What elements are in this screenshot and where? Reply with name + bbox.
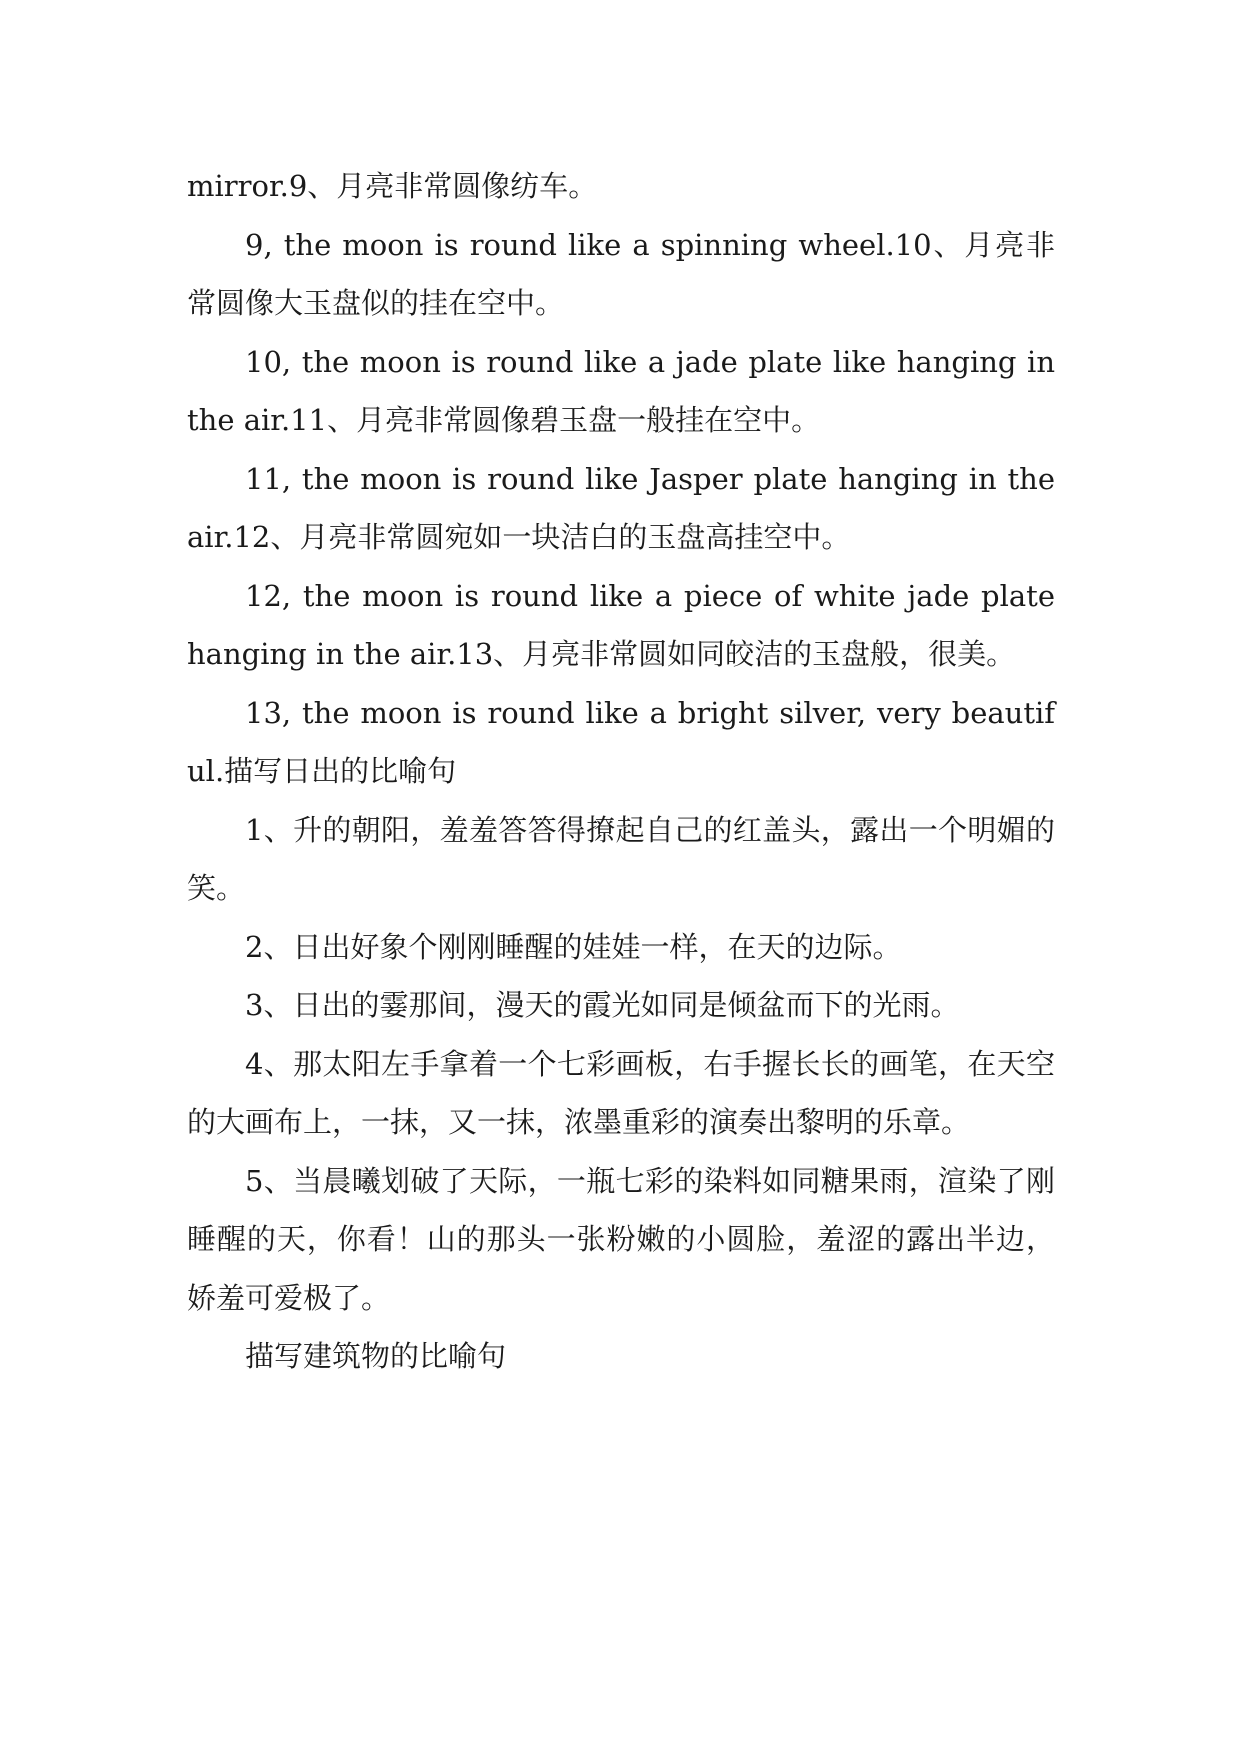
paragraph-sunrise-3: 3、日出的霎那间，漫天的霞光如同是倾盆而下的光雨。 [245,988,960,1022]
paragraph-sunrise-2: 2、日出好象个刚刚睡醒的娃娃一样，在天的边际。 [245,929,902,964]
paragraph-9-spinning-wheel: 9, the moon is round like a spinning wheel.10、月亮非常圆像大玉盘似的挂在空中。 [187,227,1055,320]
paragraph-12-white-jade: 12, the moon is round like a piece of white jade plate hanging in the air.13、月亮非常圆如同皎洁的玉盘般，很美。 [187,578,1055,671]
paragraph-sunrise-5: 5、当晨曦划破了天际，一瓶七彩的染料如同糖果雨，渲染了刚睡醒的天，你看！山的那头一张粉嫩的小圆脸，羞涩的露出半边，娇羞可爱极了。 [187,1163,1055,1315]
document-body [187,157,1055,1386]
paragraph-mirror-9: mirror.9、月亮非常圆像纺车。 [187,169,598,203]
paragraph-sunrise-1: 1、升的朝阳，羞羞答答得撩起自己的红盖头，露出一个明媚的笑。 [187,812,1055,905]
paragraph-10-jade-plate: 10, the moon is round like a jade plate like hanging in the air.11、月亮非常圆像碧玉盘一般挂在空中。 [187,344,1055,437]
paragraph-13-bright-silver: 13, the moon is round like a bright silver, very beautiful.描写日出的比喻句 [187,695,1055,788]
paragraph-sunrise-4: 4、那太阳左手拿着一个七彩画板，右手握长长的画笔，在天空的大画布上，一抹，又一抹，浓墨重彩的演奏出黎明的乐章。 [187,1046,1055,1139]
section-heading-buildings: 描写建筑物的比喻句 [245,1339,507,1373]
paragraph-11-jasper-plate: 11, the moon is round like Jasper plate hanging in the air.12、月亮非常圆宛如一块洁白的玉盘高挂空中。 [187,461,1055,554]
